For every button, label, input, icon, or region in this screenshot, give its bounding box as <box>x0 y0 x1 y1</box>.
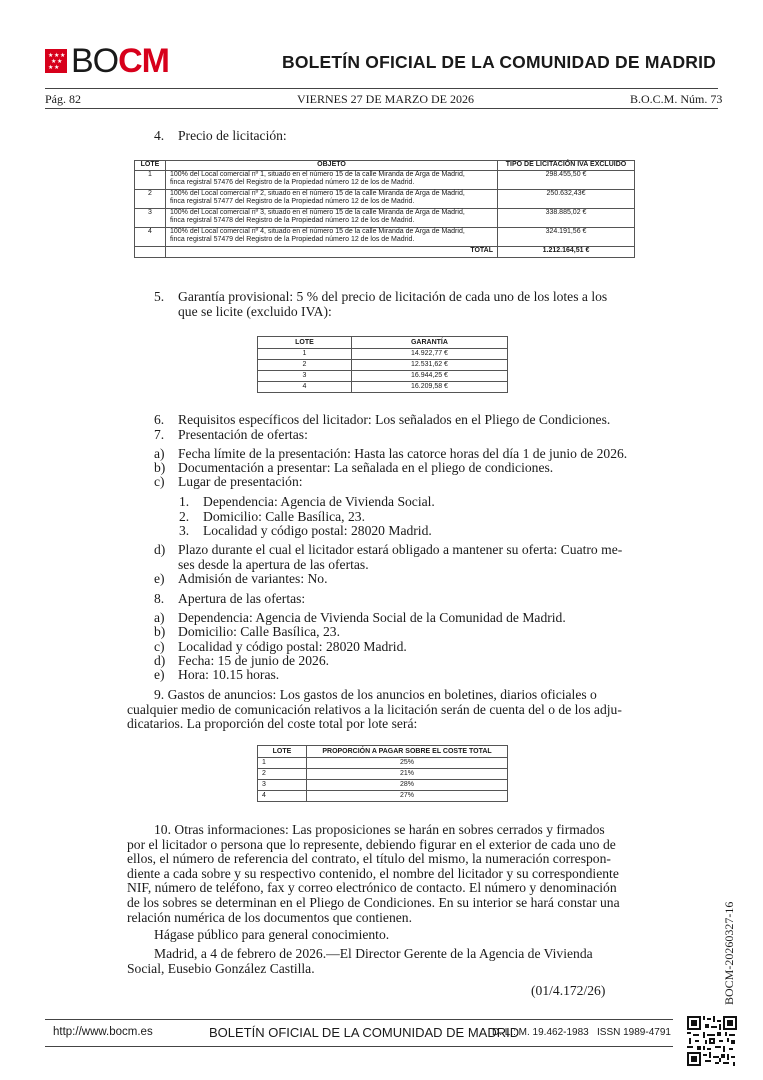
madrid-flag-icon: ★ ★ ★ ★ ★ ★ ★ <box>45 49 67 73</box>
section-7-e: e) Admisión de variantes: No. <box>154 571 328 586</box>
footer-legal-deposit: D. L.: M. 19.462-1983 <box>492 1027 589 1038</box>
table-row: 3 16.944,25 € <box>258 371 508 382</box>
section-8-c: c) Localidad y código postal: 28020 Madrid. <box>154 639 407 654</box>
table-row: 2 21% <box>258 769 508 780</box>
section-7-a: a) Fecha límite de la presentación: Hasta las catorce horas del día 1 de junio de 2026. <box>154 446 628 461</box>
issue-date: VIERNES 27 DE MARZO DE 2026 <box>297 92 474 106</box>
page-number: Pág. 82 <box>45 92 81 106</box>
qr-code-icon <box>687 1016 737 1066</box>
section-4: 4. Precio de licitación: <box>154 128 287 143</box>
cost-table: LOTE PROPORCIÓN A PAGAR SOBRE EL COSTE TOTAL 1 25% 2 21% 3 28% 4 27% <box>257 745 508 802</box>
table-row: 4 16.209,58 € <box>258 382 508 393</box>
table-row: 3 100% del Local comercial nº 3, situado en el número 15 de la calle Miranda de Arga de Madrid, finca registral 57478 del Registro de la Propiedad número 12 de los de Madrid. 338.885,02 € <box>135 208 635 227</box>
section-10: 10. Otras informaciones: Las proposiciones se harán en sobres cerrados y firmados por el licitador o persona que lo represente, debiendo figurar en el exterior de cada uno de ellos, el número de referencia del contrato, el título del mismo, la numeración correspon- diente a cada sobre y su respectivo contenido, el nombre del licitador y su correspondiente NIF, número de teléfono, fax y correo electrónico de contacto. El número y denominación de los sobres se determinan en el Pliego de Condiciones. En su interior se hará constar una relación numérica de los documentos que contienen. <box>127 822 620 925</box>
footer <box>45 1019 673 1047</box>
section-7-c1: 1. Dependencia: Agencia de Vivienda Social. <box>179 494 435 509</box>
section-8: 8. Apertura de las ofertas: <box>154 591 306 606</box>
section-7-b: b) Documentación a presentar: La señalada en el pliego de condiciones. <box>154 460 554 475</box>
logo-wordmark: BOCM <box>71 42 170 80</box>
table-row: 1 25% <box>258 758 508 769</box>
bocm-logo <box>45 44 169 78</box>
reference-number: (01/4.172/26) <box>531 983 606 998</box>
header-rule-bottom <box>45 108 718 109</box>
section-6: 6. Requisitos específicos del licitador: Los señalados en el Pliego de Condiciones. <box>154 412 611 427</box>
section-8-a: a) Dependencia: Agencia de Vivienda Social de la Comunidad de Madrid. <box>154 610 566 625</box>
section-7: 7. Presentación de ofertas: <box>154 427 308 442</box>
table-row: 4 27% <box>258 791 508 802</box>
section-9: 9. Gastos de anuncios: Los gastos de los anuncios en boletines, diarios oficiales o cualquier medio de comunicación relativos a la licitación serán de cuenta del o de los adju- dicatarios. La proporción del coste total por lote será: <box>127 687 622 732</box>
table-row: 2 100% del Local comercial nº 2, situado en el número 15 de la calle Miranda de Arga de Madrid, finca registral 57477 del Registro de la Propiedad número 12 de los de Madrid. 250.632,43€ <box>135 189 635 208</box>
total-row: TOTAL 1.212.164,51 € <box>135 246 635 257</box>
footer-url[interactable]: http://www.bocm.es <box>53 1026 153 1038</box>
section-8-d: d) Fecha: 15 de junio de 2026. <box>154 653 330 668</box>
table-row: 2 12.531,62 € <box>258 360 508 371</box>
table-row: 1 100% del Local comercial nº 1, situado en el número 15 de la calle Miranda de Arga de Madrid, finca registral 57476 del Registro de la Propiedad número 12 de los de Madrid. 298.455,50 € <box>135 170 635 189</box>
col-lote: LOTE <box>135 161 166 171</box>
footer-issn: ISSN 1989-4791 <box>597 1027 671 1038</box>
footer-title: BOLETÍN OFICIAL DE LA COMUNIDAD DE MADRID <box>209 1025 520 1040</box>
section-7-c3: 3. Localidad y código postal: 28020 Madrid. <box>179 523 432 538</box>
publish-note: Hágase público para general conocimiento. <box>154 927 390 942</box>
col-objeto: OBJETO <box>166 161 498 171</box>
table-row: 4 100% del Local comercial nº 4, situado en el número 15 de la calle Miranda de Arga de Madrid, finca registral 57479 del Registro de la Propiedad número 12 de los de Madrid. 324.191,56 € <box>135 227 635 246</box>
price-table <box>134 160 635 258</box>
col-tipo: TIPO DE LICITACIÓN IVA EXCLUIDO <box>498 161 635 171</box>
section-5: 5. Garantía provisional: 5 % del precio de licitación de cada uno de los lotes a los que se licite (excluido IVA): <box>154 289 608 319</box>
section-7-c2: 2. Domicilio: Calle Basílica, 23. <box>179 509 365 524</box>
section-7-d: d) Plazo durante el cual el licitador estará obligado a mantener su oferta: Cuatro me- ses desde la apertura de las ofertas. <box>154 542 623 572</box>
issue-number: B.O.C.M. Núm. 73 <box>630 92 723 106</box>
document-code: BOCM-20260327-16 <box>722 901 736 1005</box>
table-row: 1 14.922,77 € <box>258 349 508 360</box>
header-rule <box>45 88 718 89</box>
guarantee-table: LOTE GARANTÍA 1 14.922,77 € 2 12.531,62 € 3 16.944,25 € 4 16.209,58 € <box>257 336 508 393</box>
section-8-e: e) Hora: 10.15 horas. <box>154 667 280 682</box>
signature: Madrid, a 4 de febrero de 2026.—El Director Gerente de la Agencia de Vivienda Social, Eusebio González Castilla. <box>127 946 593 976</box>
gazette-title: BOLETÍN OFICIAL DE LA COMUNIDAD DE MADRID <box>282 52 717 72</box>
section-7-c: c) Lugar de presentación: <box>154 474 303 489</box>
section-8-b: b) Domicilio: Calle Basílica, 23. <box>154 624 340 639</box>
table-row: 3 28% <box>258 780 508 791</box>
